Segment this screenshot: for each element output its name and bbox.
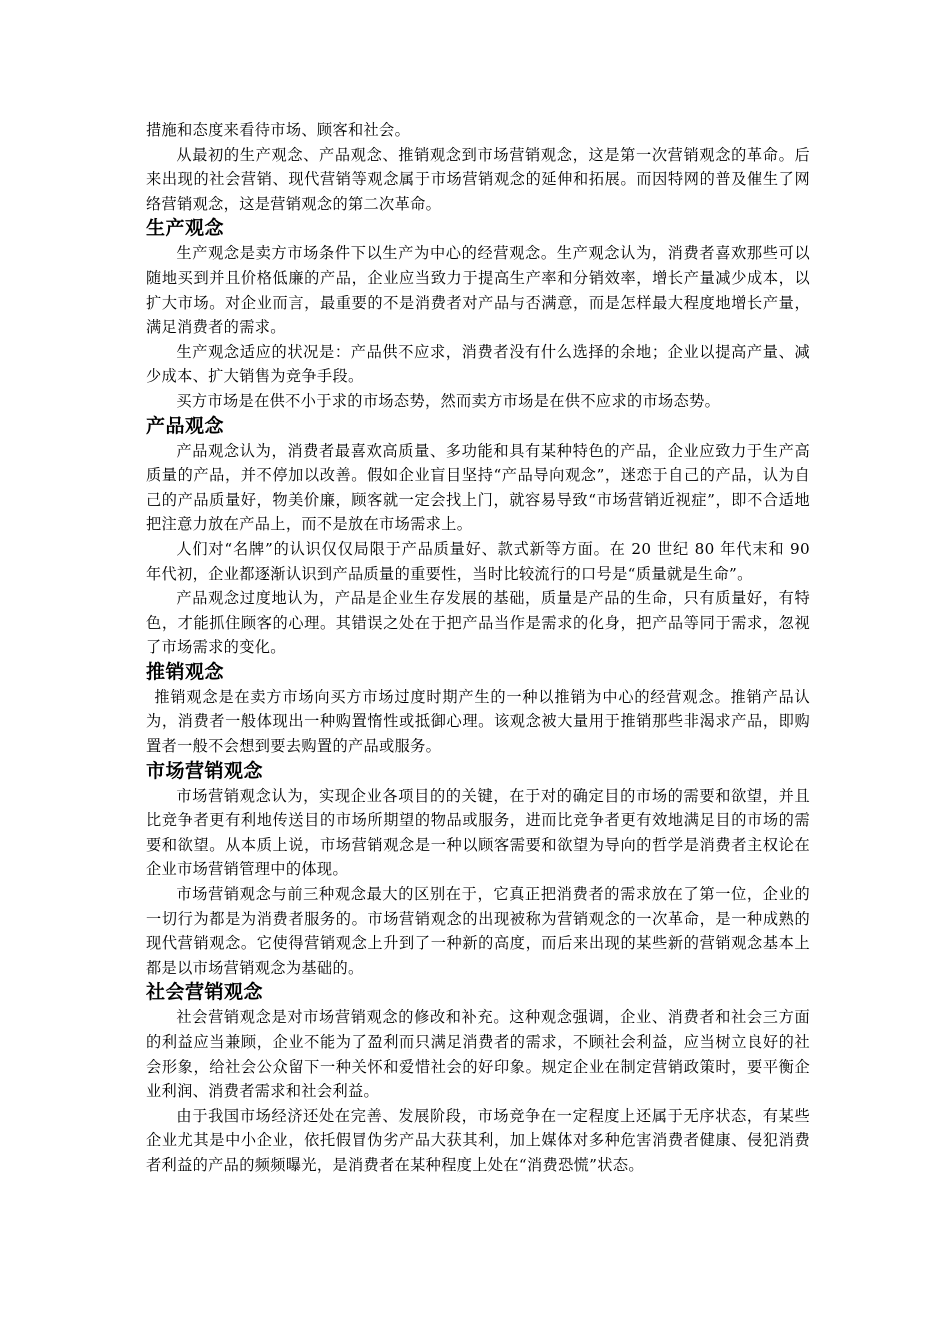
- section-heading-product-concept: 产品观念: [146, 414, 225, 437]
- selling-paragraph-1: 推销观念是在卖方市场向买方市场过度时期产生的一种以推销为中心的经营观念。推销产品认为，消费者一般体现出一种购置惰性或抵御心理。该观念被大量用于推销那些非渴求产品，即购置者一般不会想到要去购置的产品或服务。: [146, 687, 810, 756]
- production-paragraph-2: 生产观念适应的状况是：产品供不应求，消费者没有什么选择的余地；企业以提高产量、减少成本、扩大销售为竞争手段。: [146, 342, 810, 386]
- product-paragraph-3: 产品观念过度地认为，产品是企业生存发展的基础，质量是产品的生命，只有质量好，有特色，才能抓住顾客的心理。其错误之处在于把产品当作是需求的化身，把产品等同于需求，忽视了市场需求的变化。: [146, 589, 810, 657]
- section-heading-production-concept: 生产观念: [146, 217, 225, 240]
- production-paragraph-1: 生产观念是卖方市场条件下以生产为中心的经营观念。生产观念认为，消费者喜欢那些可以随地买到并且价格低廉的产品，企业应当致力于提高生产率和分销效率，增长产量减少成本，以扩大市场。对企业而言，最重要的不是消费者对产品与否满意，而是怎样最大程度地增长产量，满足消费者的需求。: [146, 244, 810, 337]
- societal-paragraph-1: 社会营销观念是对市场营销观念的修改和补充。这种观念强调，企业、消费者和社会三方面的利益应当兼顾，企业不能为了盈利而只满足消费者的需求，不顾社会利益，应当树立良好的社会形象，给社会公众留下一种关怀和爱惜社会的好印象。规定企业在制定营销政策时，要平衡企业利润、消费者需求和社会利益。: [146, 1008, 810, 1101]
- intro-paragraph: 从最初的生产观念、产品观念、推销观念到市场营销观念，这是第一次营销观念的革命。后来出现的社会营销、现代营销等观念属于市场营销观念的延伸和拓展。而因特网的普及催生了网络营销观念，这是营销观念的第二次革命。: [146, 145, 810, 213]
- product-paragraph-2: 人们对“名牌”的认识仅仅局限于产品质量好、款式新等方面。在 20 世纪 80 年代末和 90 年代初，企业都逐渐认识到产品质量的重要性，当时比较流行的口号是“质量就是生命”。: [146, 539, 810, 583]
- section-heading-marketing-concept: 市场营销观念: [146, 759, 264, 782]
- section-heading-societal-marketing-concept: 社会营销观念: [146, 981, 264, 1004]
- product-paragraph-1: 产品观念认为，消费者最喜欢高质量、多功能和具有某种特色的产品，企业应致力于生产高质量的产品，并不停加以改善。假如企业盲目坚持“产品导向观念”，迷恋于自己的产品，认为自己的产品质量好，物美价廉，顾客就一定会找上门，就容易导致“市场营销近视症”，即不合适地把注意力放在产品上，而不是放在市场需求上。: [146, 441, 810, 534]
- intro-paragraph-continuation: 措施和态度来看待市场、顾客和社会。: [146, 121, 411, 139]
- section-heading-selling-concept: 推销观念: [146, 660, 225, 683]
- marketing-paragraph-2: 市场营销观念与前三种观念最大的区别在于，它真正把消费者的需求放在了第一位，企业的一切行为都是为消费者服务的。市场营销观念的出现被称为营销观念的一次革命，是一种成熟的现代营销观念。它使得营销观念上升到了一种新的高度，而后来出现的某些新的营销观念基本上都是以市场营销观念为基础的。: [146, 885, 810, 977]
- marketing-paragraph-1: 市场营销观念认为，实现企业各项目的的关键，在于对的确定目的市场的需要和欲望，并且比竞争者更有利地传送目的市场所期望的物品或服务，进而比竞争者更有效地满足目的市场的需要和欲望。从本质上说，市场营销观念是一种以顾客需要和欲望为导向的哲学是消费者主权论在企业市场营销管理中的体现。: [146, 786, 810, 879]
- document-page: [146, 118, 810, 1178]
- societal-paragraph-2: 由于我国市场经济还处在完善、发展阶段，市场竞争在一定程度上还属于无序状态，有某些企业尤其是中小企业，依托假冒伪劣产品大获其利，加上媒体对多种危害消费者健康、侵犯消费者利益的产品的频频曝光，是消费者在某种程度上处在“消费恐慌”状态。: [146, 1106, 810, 1174]
- production-paragraph-3: 买方市场是在供不小于求的市场态势，然而卖方市场是在供不应求的市场态势。: [176, 391, 721, 410]
